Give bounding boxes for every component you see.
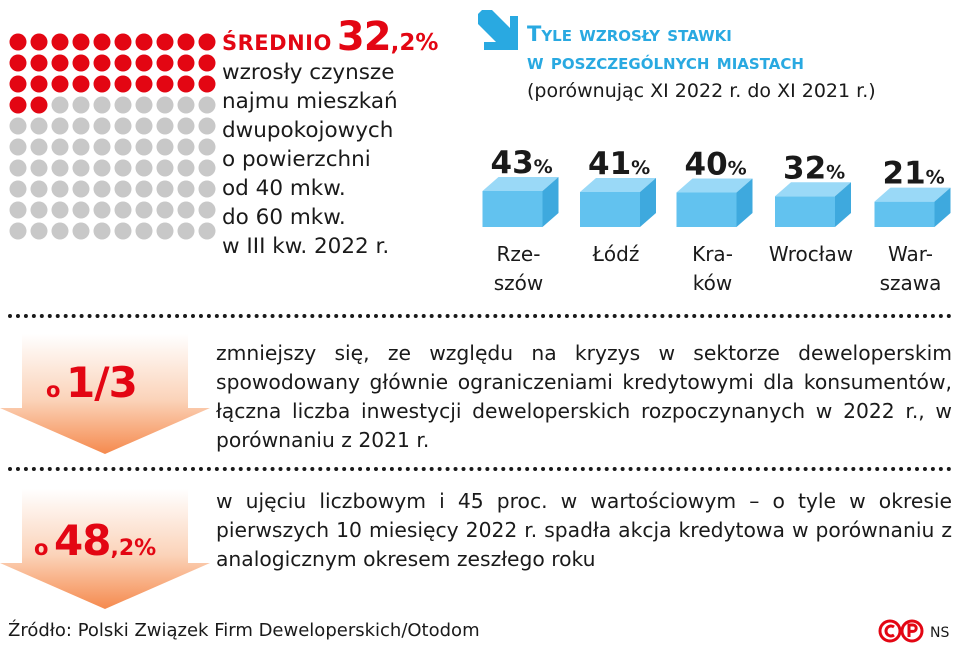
highlighted-dot <box>52 76 69 93</box>
highlighted-dot <box>178 34 195 51</box>
dot <box>10 202 27 219</box>
highlighted-dot <box>31 55 48 72</box>
average-line: wzrosły czynsze <box>222 60 395 85</box>
dot <box>178 202 195 219</box>
highlighted-dot <box>94 55 111 72</box>
dot <box>94 97 111 114</box>
highlighted-dot <box>178 55 195 72</box>
dot <box>178 223 195 240</box>
dot <box>178 160 195 177</box>
dot <box>199 202 216 219</box>
city-tick-label: War- szawa <box>879 242 942 295</box>
dot <box>115 97 132 114</box>
dot <box>31 160 48 177</box>
dotted-separator <box>8 314 952 318</box>
dot <box>157 139 174 156</box>
dot <box>178 139 195 156</box>
average-line: najmu mieszkań <box>222 89 398 114</box>
dot <box>52 118 69 135</box>
bar-value-label: 32% <box>783 150 846 187</box>
highlighted-dot <box>31 97 48 114</box>
stat-2-unit: ,2% <box>110 536 157 561</box>
dot <box>73 97 90 114</box>
dot <box>157 202 174 219</box>
chart-title-line1: Tyle wzrosły stawki <box>527 22 732 46</box>
highlighted-dot <box>136 55 153 72</box>
stat-1-prefix: o <box>46 378 61 402</box>
dot <box>73 118 90 135</box>
dot <box>136 97 153 114</box>
dot <box>73 223 90 240</box>
dot <box>94 181 111 198</box>
dot <box>136 160 153 177</box>
dot <box>31 139 48 156</box>
dot <box>157 223 174 240</box>
dot <box>199 118 216 135</box>
bar-value-label: 43% <box>490 145 553 181</box>
dot <box>136 139 153 156</box>
highlighted-dot <box>136 76 153 93</box>
city-tick-label: Wrocław <box>768 242 854 266</box>
dot <box>73 181 90 198</box>
bar-value-label: 41% <box>588 145 651 182</box>
dot <box>115 181 132 198</box>
stat-2-text: w ujęciu liczbowym i 45 proc. w wartościowym – o tyle w okresie pierwszych 10 miesięcy 2022 r. spadła akcja kredytowa w porównaniu z analogicznym okresem zeszłego roku <box>216 489 952 571</box>
average-unit: ,2% <box>390 30 439 56</box>
dot <box>31 118 48 135</box>
stat-2-value: 48 <box>54 516 111 565</box>
dot <box>10 181 27 198</box>
dot <box>136 202 153 219</box>
dot <box>10 139 27 156</box>
dot <box>115 223 132 240</box>
highlighted-dot <box>157 76 174 93</box>
dot <box>178 118 195 135</box>
dot <box>31 181 48 198</box>
stat-2-label <box>34 516 156 565</box>
highlighted-dot <box>10 97 27 114</box>
dot <box>10 223 27 240</box>
dot <box>31 202 48 219</box>
highlighted-dot <box>10 55 27 72</box>
dot <box>52 160 69 177</box>
arrow-down-right-icon <box>476 8 520 52</box>
dot <box>136 181 153 198</box>
bar <box>775 182 851 227</box>
dot <box>94 223 111 240</box>
dot <box>52 202 69 219</box>
highlighted-dot <box>178 76 195 93</box>
highlighted-dot <box>31 76 48 93</box>
stat-1-value: 1/3 <box>66 358 137 407</box>
bar <box>580 178 656 227</box>
dot <box>136 118 153 135</box>
highlighted-dot <box>73 55 90 72</box>
highlighted-dot <box>73 34 90 51</box>
city-tick-label: Rze- szów <box>493 242 544 295</box>
percentage-dot-matrix <box>8 32 218 242</box>
dot <box>73 202 90 219</box>
average-description <box>222 58 452 261</box>
source-note: Źródło: Polski Związek Firm Deweloperskich/Otodom <box>8 620 480 641</box>
highlighted-dot <box>199 55 216 72</box>
highlighted-dot <box>10 34 27 51</box>
city-tick-label: Kra- ków <box>692 242 733 295</box>
average-line: w III kw. 2022 r. <box>222 234 390 259</box>
dotted-separator <box>8 467 952 471</box>
dot <box>178 181 195 198</box>
highlighted-dot <box>115 34 132 51</box>
average-line: do 60 mkw. <box>222 205 346 230</box>
dot <box>10 118 27 135</box>
copyright-logo-icon <box>878 618 924 644</box>
dot <box>199 139 216 156</box>
dot <box>94 139 111 156</box>
stat-2-prefix: o <box>34 536 49 560</box>
dot <box>52 181 69 198</box>
highlighted-dot <box>94 76 111 93</box>
average-line: dwupokojowych <box>222 118 394 143</box>
dot <box>199 97 216 114</box>
highlighted-dot <box>136 34 153 51</box>
stat-1-text: zmniejszy się, ze względu na kryzys w sektorze deweloperskim spowodowany głównie ograniczeniami kredytowymi dla konsumentów, łączna liczba inwestycji deweloperskich rozpoczynanych w 2022 r., w porównaniu z 2021 r. <box>216 341 952 452</box>
dot <box>115 202 132 219</box>
dot <box>157 160 174 177</box>
dot <box>94 160 111 177</box>
dot <box>178 97 195 114</box>
highlighted-dot <box>73 76 90 93</box>
average-line: od 40 mkw. <box>222 176 346 201</box>
dot <box>94 202 111 219</box>
highlighted-dot <box>10 76 27 93</box>
dot <box>10 160 27 177</box>
dot <box>199 181 216 198</box>
dot <box>115 139 132 156</box>
dot <box>199 160 216 177</box>
average-line: o powierzchni <box>222 147 371 172</box>
dot <box>73 160 90 177</box>
highlighted-dot <box>157 34 174 51</box>
highlighted-dot <box>52 34 69 51</box>
author-credit: NS <box>930 625 950 641</box>
highlighted-dot <box>94 34 111 51</box>
average-value: 32 <box>336 14 391 60</box>
dot <box>52 223 69 240</box>
dot <box>136 223 153 240</box>
highlighted-dot <box>199 34 216 51</box>
chart-subtitle: (porównując XI 2022 r. do XI 2021 r.) <box>527 80 876 102</box>
dot <box>157 181 174 198</box>
bar <box>875 188 951 227</box>
dot <box>115 160 132 177</box>
average-prefix: ŚREDNIO <box>222 31 332 55</box>
stat-1-label <box>46 358 137 407</box>
dot <box>31 223 48 240</box>
highlighted-dot <box>199 76 216 93</box>
highlighted-dot <box>115 55 132 72</box>
dot <box>115 118 132 135</box>
bar <box>483 177 559 227</box>
city-tick-label: Łódź <box>592 242 640 266</box>
highlighted-dot <box>157 55 174 72</box>
highlighted-dot <box>31 34 48 51</box>
highlighted-dot <box>115 76 132 93</box>
city-bar-chart <box>470 125 959 245</box>
chart-title-line2: w poszczególnych miastach <box>527 50 804 74</box>
bar <box>677 178 753 227</box>
dot <box>52 97 69 114</box>
bar-value-label: 40% <box>684 146 747 183</box>
dot <box>52 139 69 156</box>
highlighted-dot <box>52 55 69 72</box>
dot <box>94 118 111 135</box>
dot <box>157 118 174 135</box>
dot <box>199 223 216 240</box>
average-headline <box>222 14 438 60</box>
dot <box>73 139 90 156</box>
bar-value-label: 21% <box>882 155 945 192</box>
dot <box>157 97 174 114</box>
